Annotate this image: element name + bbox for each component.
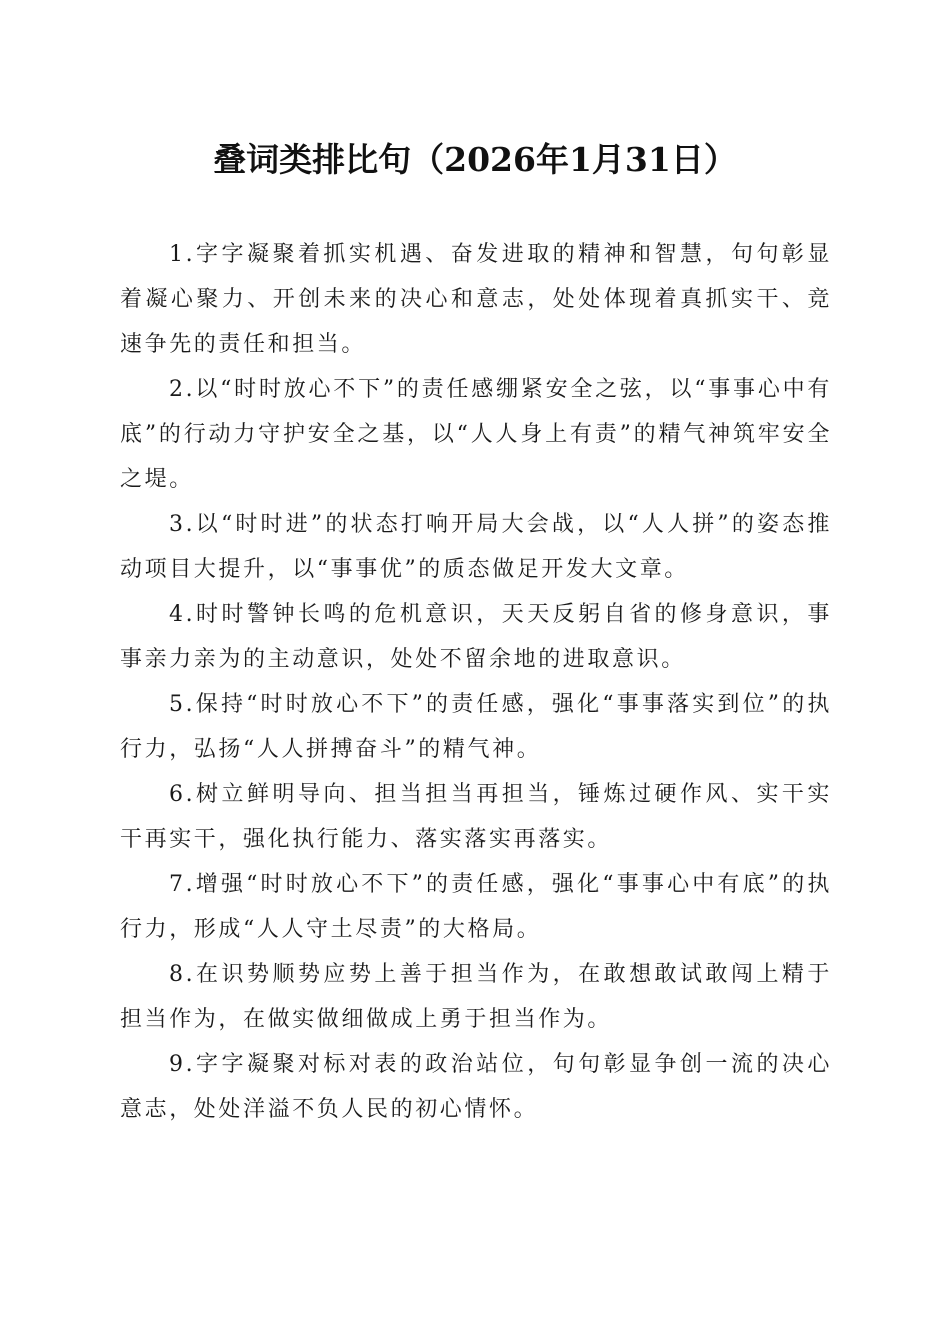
paragraph-1: 1.字字凝聚着抓实机遇、奋发进取的精神和智慧，句句彰显着凝心聚力、开创未来的决心和意志，处处体现着真抓实干、竞速争先的责任和担当。 — [120, 242, 832, 357]
document-body — [120, 232, 832, 1132]
paragraph-4: 4.时时警钟长鸣的危机意识，天天反躬自省的修身意识，事事亲力亲为的主动意识，处处不留余地的进取意识。 — [120, 602, 832, 672]
paragraph-8: 8.在识势顺势应势上善于担当作为，在敢想敢试敢闯上精于担当作为，在做实做细做成上勇于担当作为。 — [120, 962, 832, 1032]
paragraph-6: 6.树立鲜明导向、担当担当再担当，锤炼过硬作风、实干实干再实干，强化执行能力、落实落实再落实。 — [120, 782, 832, 852]
paragraph-2: 2.以“时时放心不下”的责任感绷紧安全之弦，以“事事心中有底”的行动力守护安全之基，以“人人身上有责”的精气神筑牢安全之堤。 — [120, 377, 832, 492]
paragraph-9: 9.字字凝聚对标对表的政治站位，句句彰显争创一流的决心意志，处处洋溢不负人民的初心情怀。 — [120, 1052, 832, 1122]
paragraph-7: 7.增强“时时放心不下”的责任感，强化“事事心中有底”的执行力，形成“人人守土尽责”的大格局。 — [120, 872, 832, 942]
paragraph-3: 3.以“时时进”的状态打响开局大会战，以“人人拼”的姿态推动项目大提升，以“事事优”的质态做足开发大文章。 — [120, 512, 832, 582]
document-title: 叠词类排比句（2026年1月31日） — [213, 140, 737, 179]
paragraph-5: 5.保持“时时放心不下”的责任感，强化“事事落实到位”的执行力，弘扬“人人拼搏奋斗”的精气神。 — [120, 692, 832, 762]
